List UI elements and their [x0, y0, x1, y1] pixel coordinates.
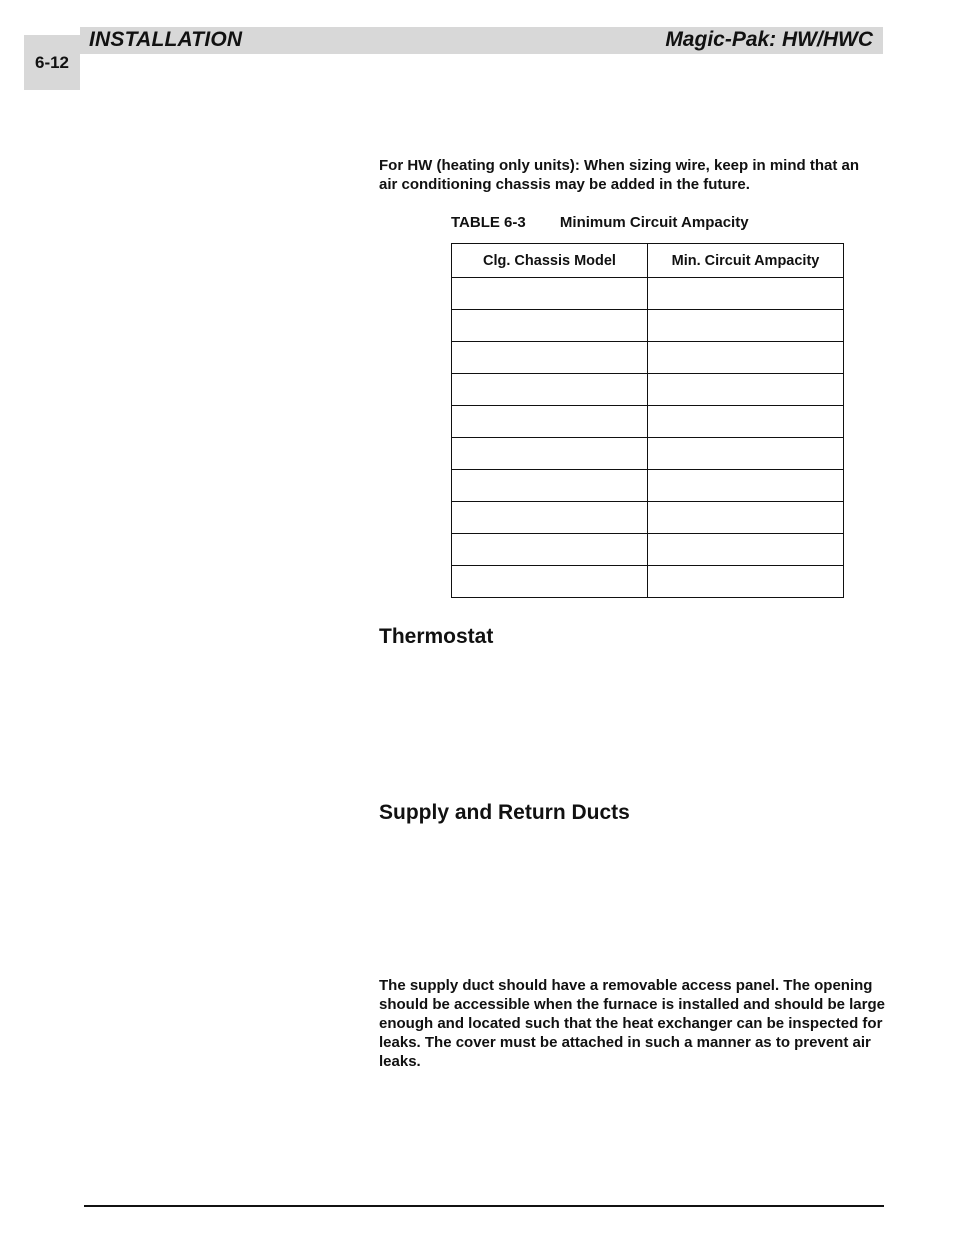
intro-paragraph: For HW (heating only units): When sizing wire, keep in mind that an air conditioning chassis may be added in the future. — [379, 157, 860, 193]
table-cell — [452, 278, 648, 310]
table-row — [452, 374, 844, 406]
table-cell — [648, 406, 844, 438]
table-cell — [452, 470, 648, 502]
table-cell — [648, 534, 844, 566]
supply-duct-paragraph: The supply duct should have a removable access panel. The opening should be accessible when the furnace is installed and should be large enough and located such that the heat exchanger can be inspected for leaks. The cover must be attached in such a manner as to prevent air leaks. — [379, 977, 885, 1070]
table-row — [452, 566, 844, 598]
table-cell — [648, 438, 844, 470]
ducts-heading: Supply and Return Ducts — [379, 801, 630, 824]
table-cell — [648, 470, 844, 502]
table-row — [452, 406, 844, 438]
table-cell — [452, 406, 648, 438]
page-number-tab — [24, 35, 80, 90]
table-cell — [648, 310, 844, 342]
table-cell — [452, 342, 648, 374]
table-caption — [451, 214, 749, 231]
footer-rule — [84, 1205, 884, 1207]
product-name: Magic-Pak: HW/HWC — [665, 28, 873, 51]
table-cell — [452, 374, 648, 406]
table-cell — [452, 566, 648, 598]
header-bar — [80, 27, 883, 54]
table-header-row — [452, 244, 844, 278]
table-cell — [648, 502, 844, 534]
table-cell — [648, 374, 844, 406]
table-cell — [648, 278, 844, 310]
ampacity-table — [451, 243, 844, 598]
table-title: Minimum Circuit Ampacity — [559, 214, 749, 231]
section-heading: INSTALLATION — [89, 28, 243, 51]
table-row — [452, 534, 844, 566]
table-cell — [648, 566, 844, 598]
table-row — [452, 502, 844, 534]
table-cell — [452, 502, 648, 534]
table-cell — [648, 342, 844, 374]
table-row — [452, 310, 844, 342]
table-row — [452, 438, 844, 470]
column-header-ampacity: Min. Circuit Ampacity — [648, 244, 844, 278]
table-cell — [452, 438, 648, 470]
table-row — [452, 470, 844, 502]
table-cell — [452, 310, 648, 342]
page-number: 6-12 — [34, 53, 70, 72]
column-header-model: Clg. Chassis Model — [452, 244, 648, 278]
thermostat-heading: Thermostat — [379, 625, 494, 648]
table-cell — [452, 534, 648, 566]
table-label: TABLE 6-3 — [451, 214, 526, 231]
table-row — [452, 342, 844, 374]
table-row — [452, 278, 844, 310]
